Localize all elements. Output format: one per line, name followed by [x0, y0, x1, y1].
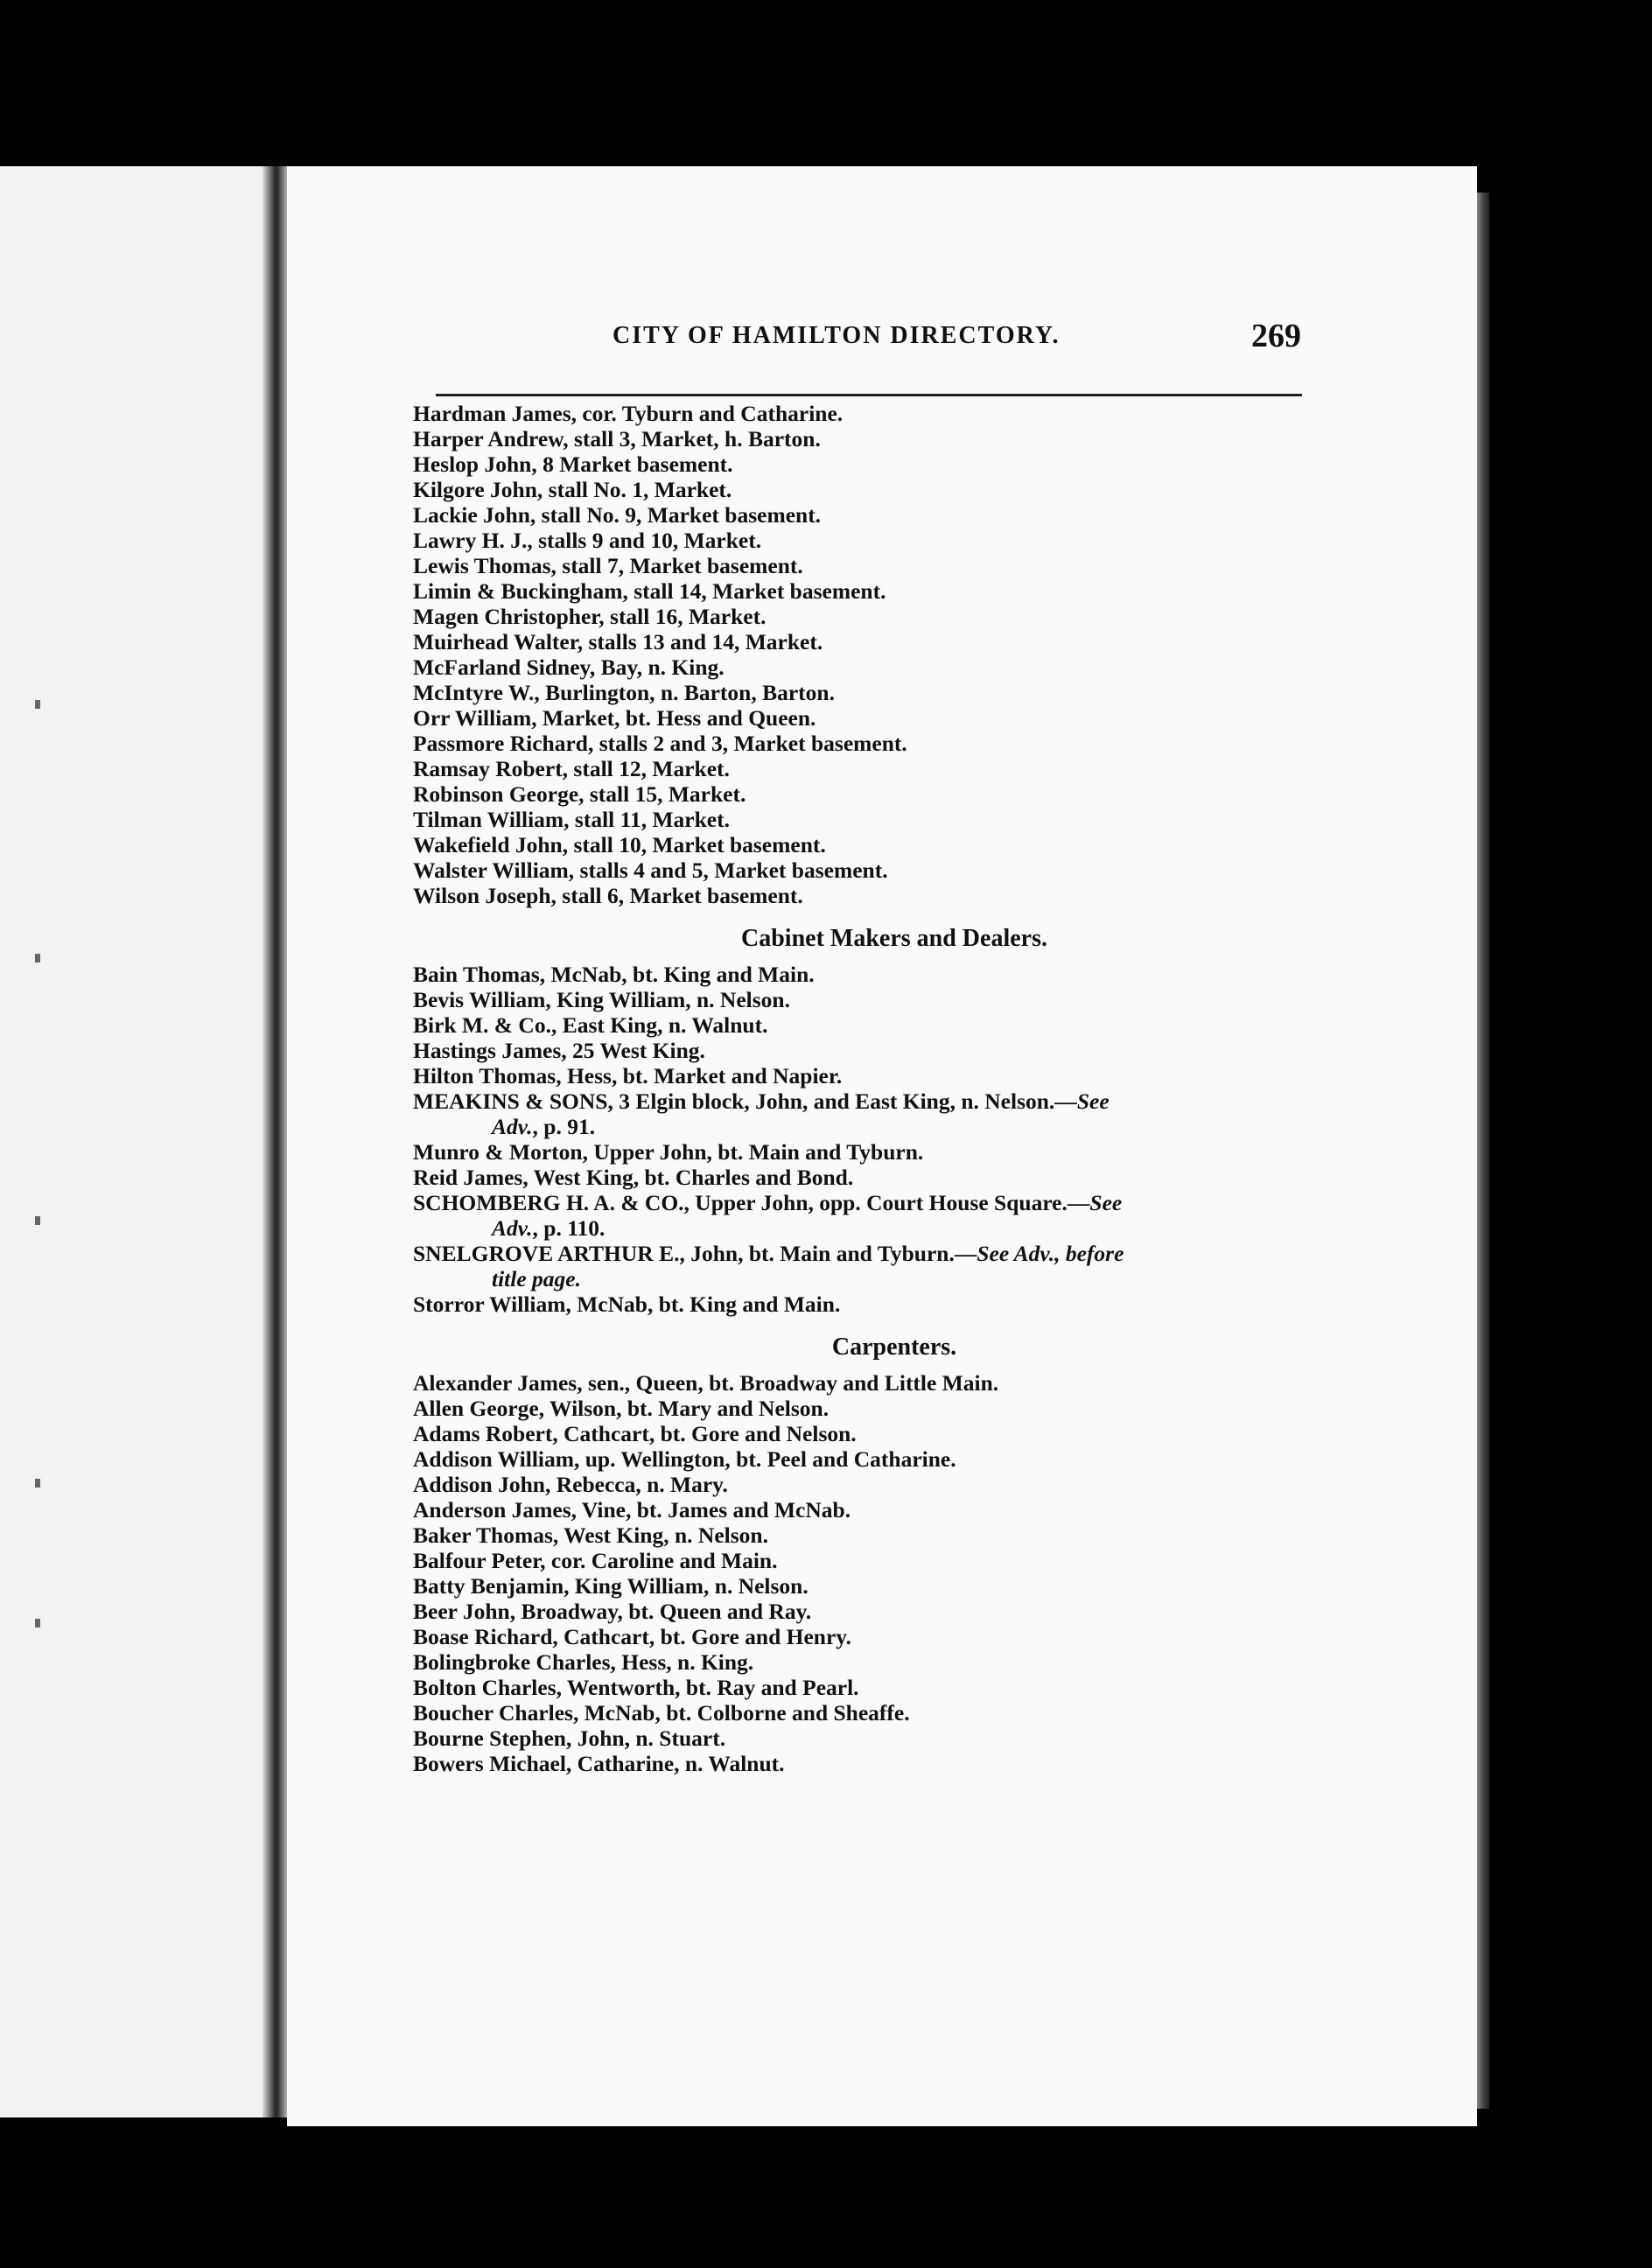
list-item: Walster William, stalls 4 and 5, Market basement.: [413, 858, 888, 883]
section-market: [413, 401, 1306, 908]
schomberg-page: , p. 110.: [532, 1215, 606, 1241]
list-item: Alexander James, sen., Queen, bt. Broadway and Little Main.: [413, 1370, 999, 1396]
schomberg-line1: SCHOMBERG H. A. & CO., Upper John, opp. Court House Square.—: [413, 1190, 1090, 1215]
list-item: Storror William, McNab, bt. King and Main.: [413, 1292, 841, 1317]
schomberg-continuation: [413, 1215, 1306, 1241]
list-item: Limin & Buckingham, stall 14, Market basement.: [413, 578, 886, 604]
list-item: Tilman William, stall 11, Market.: [413, 807, 730, 832]
page-number: 269: [1251, 318, 1301, 354]
list-item: Magen Christopher, stall 16, Market.: [413, 604, 766, 629]
list-item: Hilton Thomas, Hess, bt. Market and Napier.: [413, 1063, 843, 1088]
list-item: Kilgore John, stall No. 1, Market.: [413, 477, 732, 502]
list-item: Boucher Charles, McNab, bt. Colborne and Sheaffe.: [413, 1700, 910, 1726]
list-item: Bolton Charles, Wentworth, bt. Ray and Pearl.: [413, 1675, 859, 1700]
list-item: Robinson George, stall 15, Market.: [413, 781, 746, 807]
schomberg-see: See: [1089, 1190, 1123, 1215]
list-item: Heslop John, 8 Market basement.: [413, 452, 733, 477]
list-item: McIntyre W., Burlington, n. Barton, Barton.: [413, 680, 835, 705]
meakins-continuation: [413, 1114, 1306, 1139]
list-item: Wakefield John, stall 10, Market basement.: [413, 832, 826, 858]
section-cabinet-makers: [413, 962, 1306, 1317]
list-item: Bevis William, King William, n. Nelson.: [413, 987, 790, 1012]
snelgrove-see: See Adv., before: [976, 1241, 1124, 1266]
list-item: Bain Thomas, McNab, bt. King and Main.: [413, 962, 815, 987]
directory-content: [413, 401, 1306, 1776]
section-heading-carpenters: Carpenters.: [831, 1334, 957, 1361]
list-item: Harper Andrew, stall 3, Market, h. Barton.: [413, 426, 821, 452]
book-gutter: [262, 166, 289, 2118]
list-item: Bourne Stephen, John, n. Stuart.: [413, 1726, 726, 1751]
list-item-schomberg: [413, 1190, 1306, 1215]
schomberg-adv: Adv.: [492, 1215, 533, 1241]
list-item: Adams Robert, Cathcart, bt. Gore and Nelson.: [413, 1421, 857, 1446]
page-header: [612, 317, 1312, 369]
section-carpenters: [413, 1370, 1306, 1776]
list-item: Muirhead Walter, stalls 13 and 14, Market.: [413, 629, 823, 654]
list-item: Munro & Morton, Upper John, bt. Main and Tyburn.: [413, 1139, 924, 1165]
list-item: Bolingbroke Charles, Hess, n. King.: [413, 1649, 754, 1675]
section-heading-cabinet-makers: Cabinet Makers and Dealers.: [741, 925, 1047, 952]
list-item: Birk M. & Co., East King, n. Walnut.: [413, 1012, 768, 1038]
meakins-see: See: [1076, 1088, 1110, 1114]
meakins-page: , p. 91.: [532, 1114, 596, 1139]
list-item: Boase Richard, Cathcart, bt. Gore and Henry.: [413, 1624, 852, 1649]
left-page-margin: [0, 166, 273, 2118]
left-page-bleed-marks: [35, 586, 70, 2074]
list-item: Lewis Thomas, stall 7, Market basement.: [413, 553, 803, 578]
meakins-adv: Adv.: [492, 1114, 533, 1139]
snelgrove-continuation: [413, 1266, 1306, 1292]
list-item: Beer John, Broadway, bt. Queen and Ray.: [413, 1599, 812, 1624]
list-item: Lackie John, stall No. 9, Market basement.: [413, 502, 822, 528]
list-item: Lawry H. J., stalls 9 and 10, Market.: [413, 528, 762, 553]
list-item-meakins: [413, 1088, 1306, 1114]
list-item: Bowers Michael, Catharine, n. Walnut.: [413, 1751, 785, 1776]
list-item: Ramsay Robert, stall 12, Market.: [413, 756, 730, 781]
meakins-line1: MEAKINS & SONS, 3 Elgin block, John, and East King, n. Nelson.—: [413, 1088, 1077, 1114]
list-item: Batty Benjamin, King William, n. Nelson.: [413, 1573, 808, 1599]
snelgrove-title-page: title page.: [492, 1266, 581, 1292]
list-item: McFarland Sidney, Bay, n. King.: [413, 654, 724, 680]
list-item: Allen George, Wilson, bt. Mary and Nelson.: [413, 1396, 830, 1421]
list-item: Addison William, up. Wellington, bt. Peel and Catharine.: [413, 1446, 956, 1472]
page-edge: [1477, 192, 1489, 2109]
list-item: Wilson Joseph, stall 6, Market basement.: [413, 883, 803, 908]
list-item: Baker Thomas, West King, n. Nelson.: [413, 1522, 768, 1548]
list-item: Addison John, Rebecca, n. Mary.: [413, 1472, 728, 1497]
list-item: Hastings James, 25 West King.: [413, 1038, 705, 1063]
list-item: Hardman James, cor. Tyburn and Catharine.: [413, 401, 844, 426]
header-rule: [436, 394, 1302, 396]
list-item: Passmore Richard, stalls 2 and 3, Market basement.: [413, 731, 907, 756]
list-item: Anderson James, Vine, bt. James and McNab.: [413, 1497, 851, 1522]
list-item: Reid James, West King, bt. Charles and Bond.: [413, 1165, 854, 1190]
list-item: Balfour Peter, cor. Caroline and Main.: [413, 1548, 778, 1573]
list-item: Orr William, Market, bt. Hess and Queen.: [413, 705, 816, 731]
running-title: CITY OF HAMILTON DIRECTORY.: [612, 322, 1060, 349]
list-item-snelgrove: [413, 1241, 1306, 1266]
snelgrove-line1: SNELGROVE ARTHUR E., John, bt. Main and Tyburn.—: [413, 1241, 977, 1266]
